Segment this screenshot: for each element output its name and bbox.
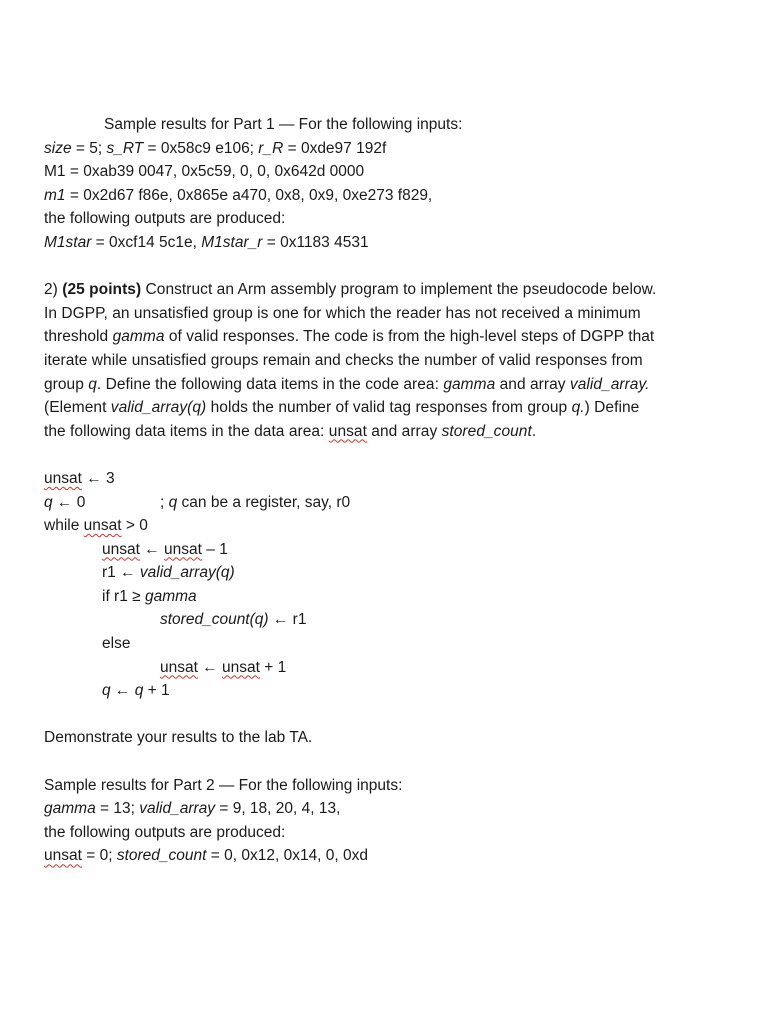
- part2-outputs-intro: the following outputs are produced:: [44, 823, 286, 841]
- part1-inputs-line: size = 5; s_RT = 0x58c9 e106; r_R = 0xde97 192f: [44, 139, 387, 157]
- part1-outputs-intro: the following outputs are produced:: [44, 210, 286, 228]
- part2-results-heading: Sample results for Part 2 — For the following inputs:: [44, 776, 403, 794]
- part1-heading: Sample results for Part 1 — For the following inputs:: [104, 116, 463, 133]
- document-page: [44, 113, 744, 868]
- part1-m1-line: m1 = 0x2d67 f86e, 0x865e a470, 0x8, 0x9, 0xe273 f829,: [44, 186, 433, 204]
- demonstrate-note: Demonstrate your results to the lab TA.: [44, 729, 313, 747]
- pseudocode-block: unsat ← 3 q ← 0 ; q can be a register, say, r0 while unsat > 0 unsat ← unsat – 1 r1 ← valid_array(q) if r1 ≥ gamma stored_count(q) ← r1 else unsat ← unsat + 1 q ← q + 1: [44, 469, 351, 700]
- part2-inputs-line: gamma = 13; valid_array = 9, 18, 20, 4, 13,: [44, 800, 341, 818]
- part2-description: 2) (25 points) Construct an Arm assembly program to implement the pseudocode below. In DGPP, an unsatisfied group is one for which the reader has not received a minimum threshold gamma of valid responses. The code is from the high-level steps of DGPP that iterate while unsatisfied groups remain and checks the number of valid responses from group q. Define the following data items in the code area: gamma and array valid_array. (Element valid_array(q) holds the number of valid tag responses from group q.) Define the following data items in the data area: unsat and array stored_count.: [44, 281, 657, 440]
- part1-M1-line: M1 = 0xab39 0047, 0x5c59, 0, 0, 0x642d 0000: [44, 163, 365, 181]
- part1-outputs-line: M1star = 0xcf14 5c1e, M1star_r = 0x1183 4531: [44, 233, 369, 251]
- part2-outputs-line: unsat = 0; stored_count = 0, 0x12, 0x14, 0, 0xd: [44, 847, 369, 865]
